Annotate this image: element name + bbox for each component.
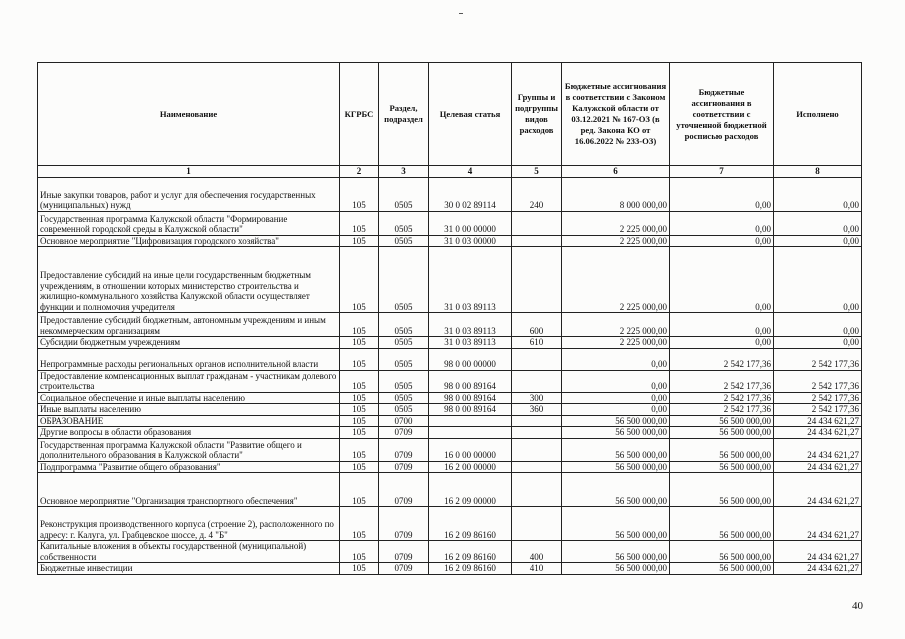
cell-law: 0,00 xyxy=(562,392,670,404)
table-row xyxy=(38,370,862,392)
table-row xyxy=(38,438,862,461)
cell-razdel: 0505 xyxy=(379,177,429,211)
cell-law: 2 225 000,00 xyxy=(562,247,670,313)
cell-statya: 16 2 00 00000 xyxy=(429,461,512,473)
cell-vid xyxy=(512,438,562,461)
column-number: 7 xyxy=(670,166,774,178)
cell-law: 0,00 xyxy=(562,348,670,370)
scan-mark xyxy=(459,13,463,14)
cell-razdel: 0505 xyxy=(379,348,429,370)
table-row xyxy=(38,337,862,349)
header-statya: Целевая статья xyxy=(429,63,512,166)
cell-done: 0,00 xyxy=(774,177,862,211)
table-row xyxy=(38,563,862,575)
cell-done: 0,00 xyxy=(774,313,862,337)
table-row xyxy=(38,404,862,416)
table-row xyxy=(38,473,862,507)
cell-vid xyxy=(512,348,562,370)
cell-kgrbs: 105 xyxy=(340,313,379,337)
cell-vid: 240 xyxy=(512,177,562,211)
cell-razdel: 0505 xyxy=(379,211,429,235)
cell-done: 24 434 621,27 xyxy=(774,427,862,439)
cell-kgrbs: 105 xyxy=(340,348,379,370)
cell-plan: 56 500 000,00 xyxy=(670,427,774,439)
cell-law: 56 500 000,00 xyxy=(562,541,670,563)
cell-statya: 31 0 03 89113 xyxy=(429,313,512,337)
header-done: Исполнено xyxy=(774,63,862,166)
table-row xyxy=(38,392,862,404)
cell-statya: 31 0 03 89113 xyxy=(429,337,512,349)
cell-vid xyxy=(512,415,562,427)
cell-statya: 98 0 00 00000 xyxy=(429,348,512,370)
cell-name: Основное мероприятие "Цифровизация городского хозяйства" xyxy=(38,235,340,247)
cell-razdel: 0709 xyxy=(379,563,429,575)
table-row xyxy=(38,507,862,541)
cell-name: Предоставление субсидий на иные цели государственным бюджетным учреждениям, в отношении которых министерство строительства и жилищно-коммунального хозяйства Калужской области осуществляет функции и полномочия учредителя xyxy=(38,247,340,313)
table-row xyxy=(38,461,862,473)
cell-kgrbs: 105 xyxy=(340,235,379,247)
cell-statya: 98 0 00 89164 xyxy=(429,370,512,392)
table-row xyxy=(38,177,862,211)
table-row xyxy=(38,211,862,235)
cell-kgrbs: 105 xyxy=(340,415,379,427)
cell-name: Капитальные вложения в объекты государственной (муниципальной) собственности xyxy=(38,541,340,563)
cell-statya: 16 2 09 86160 xyxy=(429,507,512,541)
column-number: 5 xyxy=(512,166,562,178)
cell-statya: 98 0 00 89164 xyxy=(429,392,512,404)
cell-name: Государственная программа Калужской области "Формирование современной городской среды в Калужской области" xyxy=(38,211,340,235)
cell-kgrbs: 105 xyxy=(340,392,379,404)
table-row xyxy=(38,247,862,313)
cell-kgrbs: 105 xyxy=(340,541,379,563)
cell-razdel: 0505 xyxy=(379,404,429,416)
cell-razdel: 0709 xyxy=(379,473,429,507)
header-row xyxy=(38,63,862,166)
table-row xyxy=(38,427,862,439)
cell-statya: 16 0 00 00000 xyxy=(429,438,512,461)
column-number: 6 xyxy=(562,166,670,178)
cell-name: Непрограммные расходы региональных органов исполнительной власти xyxy=(38,348,340,370)
cell-razdel: 0505 xyxy=(379,313,429,337)
cell-plan: 2 542 177,36 xyxy=(670,370,774,392)
table-row xyxy=(38,415,862,427)
cell-law: 56 500 000,00 xyxy=(562,563,670,575)
column-number: 8 xyxy=(774,166,862,178)
header-razdel: Раздел, подраздел xyxy=(379,63,429,166)
cell-vid: 360 xyxy=(512,404,562,416)
cell-name: Государственная программа Калужской области "Развитие общего и дополнительного образования в Калужской области" xyxy=(38,438,340,461)
cell-razdel: 0700 xyxy=(379,415,429,427)
cell-razdel: 0709 xyxy=(379,541,429,563)
cell-plan: 0,00 xyxy=(670,177,774,211)
cell-kgrbs: 105 xyxy=(340,473,379,507)
cell-statya: 98 0 00 89164 xyxy=(429,404,512,416)
cell-statya: 16 2 09 00000 xyxy=(429,473,512,507)
cell-vid xyxy=(512,211,562,235)
table-row xyxy=(38,348,862,370)
header-law: Бюджетные ассигнования в соответствии с Законом Калужской области от 03.12.2021 № 167-ОЗ (в ред. Закона КО от 16.06.2022 № 233-ОЗ) xyxy=(562,63,670,166)
cell-plan: 56 500 000,00 xyxy=(670,438,774,461)
cell-plan: 56 500 000,00 xyxy=(670,541,774,563)
cell-vid: 410 xyxy=(512,563,562,575)
cell-plan: 0,00 xyxy=(670,247,774,313)
cell-kgrbs: 105 xyxy=(340,404,379,416)
cell-done: 2 542 177,36 xyxy=(774,348,862,370)
cell-razdel: 0505 xyxy=(379,337,429,349)
column-number-row xyxy=(38,166,862,178)
cell-vid: 610 xyxy=(512,337,562,349)
cell-statya xyxy=(429,427,512,439)
cell-name: Предоставление компенсационных выплат гражданам - участникам долевого строительства xyxy=(38,370,340,392)
cell-statya xyxy=(429,415,512,427)
cell-vid xyxy=(512,235,562,247)
cell-name: Иные выплаты населению xyxy=(38,404,340,416)
cell-razdel: 0709 xyxy=(379,438,429,461)
cell-done: 0,00 xyxy=(774,211,862,235)
cell-name: Другие вопросы в области образования xyxy=(38,427,340,439)
cell-razdel: 0505 xyxy=(379,392,429,404)
cell-vid xyxy=(512,507,562,541)
cell-vid: 400 xyxy=(512,541,562,563)
cell-name: Реконструкция производственного корпуса (строение 2), расположенного по адресу: г. Калуга, ул. Грабцевское шоссе, д. 4 "Б" xyxy=(38,507,340,541)
cell-kgrbs: 105 xyxy=(340,337,379,349)
cell-law: 56 500 000,00 xyxy=(562,507,670,541)
cell-kgrbs: 105 xyxy=(340,563,379,575)
cell-law: 56 500 000,00 xyxy=(562,473,670,507)
cell-vid xyxy=(512,427,562,439)
cell-done: 24 434 621,27 xyxy=(774,507,862,541)
cell-razdel: 0709 xyxy=(379,507,429,541)
cell-done: 2 542 177,36 xyxy=(774,404,862,416)
cell-vid: 600 xyxy=(512,313,562,337)
cell-plan: 2 542 177,36 xyxy=(670,392,774,404)
cell-name: Субсидии бюджетным учреждениям xyxy=(38,337,340,349)
cell-law: 56 500 000,00 xyxy=(562,438,670,461)
table-row xyxy=(38,541,862,563)
cell-name: Основное мероприятие "Организация транспортного обеспечения" xyxy=(38,473,340,507)
cell-statya: 16 2 09 86160 xyxy=(429,541,512,563)
cell-plan: 56 500 000,00 xyxy=(670,507,774,541)
cell-name: Бюджетные инвестиции xyxy=(38,563,340,575)
cell-law: 2 225 000,00 xyxy=(562,313,670,337)
cell-done: 24 434 621,27 xyxy=(774,438,862,461)
cell-law: 56 500 000,00 xyxy=(562,427,670,439)
cell-kgrbs: 105 xyxy=(340,461,379,473)
cell-plan: 2 542 177,36 xyxy=(670,348,774,370)
cell-razdel: 0709 xyxy=(379,427,429,439)
header-vid: Группы и подгруппы видов расходов xyxy=(512,63,562,166)
cell-law: 0,00 xyxy=(562,370,670,392)
cell-done: 0,00 xyxy=(774,337,862,349)
cell-plan: 0,00 xyxy=(670,337,774,349)
cell-done: 24 434 621,27 xyxy=(774,541,862,563)
cell-plan: 0,00 xyxy=(670,235,774,247)
header-kgrbs: КГРБС xyxy=(340,63,379,166)
cell-plan: 0,00 xyxy=(670,211,774,235)
header-name: Наименование xyxy=(38,63,340,166)
cell-done: 24 434 621,27 xyxy=(774,415,862,427)
cell-done: 24 434 621,27 xyxy=(774,473,862,507)
cell-kgrbs: 105 xyxy=(340,370,379,392)
cell-vid xyxy=(512,370,562,392)
cell-plan: 56 500 000,00 xyxy=(670,563,774,575)
cell-razdel: 0505 xyxy=(379,235,429,247)
cell-vid xyxy=(512,247,562,313)
cell-plan: 0,00 xyxy=(670,313,774,337)
cell-razdel: 0505 xyxy=(379,247,429,313)
cell-name: Предоставление субсидий бюджетным, автономным учреждениям и иным некоммерческим организациям xyxy=(38,313,340,337)
cell-name: ОБРАЗОВАНИЕ xyxy=(38,415,340,427)
column-number: 1 xyxy=(38,166,340,178)
cell-vid: 300 xyxy=(512,392,562,404)
cell-kgrbs: 105 xyxy=(340,177,379,211)
cell-statya: 16 2 09 86160 xyxy=(429,563,512,575)
cell-razdel: 0505 xyxy=(379,370,429,392)
cell-law: 8 000 000,00 xyxy=(562,177,670,211)
cell-name: Социальное обеспечение и иные выплаты населению xyxy=(38,392,340,404)
cell-vid xyxy=(512,473,562,507)
cell-kgrbs: 105 xyxy=(340,438,379,461)
cell-razdel: 0709 xyxy=(379,461,429,473)
cell-plan: 56 500 000,00 xyxy=(670,473,774,507)
cell-kgrbs: 105 xyxy=(340,427,379,439)
cell-law: 56 500 000,00 xyxy=(562,415,670,427)
cell-law: 2 225 000,00 xyxy=(562,337,670,349)
cell-done: 2 542 177,36 xyxy=(774,392,862,404)
cell-statya: 31 0 03 00000 xyxy=(429,235,512,247)
cell-kgrbs: 105 xyxy=(340,247,379,313)
column-number: 4 xyxy=(429,166,512,178)
column-number: 3 xyxy=(379,166,429,178)
cell-law: 0,00 xyxy=(562,404,670,416)
cell-plan: 56 500 000,00 xyxy=(670,415,774,427)
column-number: 2 xyxy=(340,166,379,178)
cell-law: 56 500 000,00 xyxy=(562,461,670,473)
cell-done: 0,00 xyxy=(774,235,862,247)
cell-plan: 56 500 000,00 xyxy=(670,461,774,473)
cell-done: 24 434 621,27 xyxy=(774,461,862,473)
header-plan: Бюджетные ассигнования в соответствии с уточненной бюджетной росписью расходов xyxy=(670,63,774,166)
page-number: 40 xyxy=(852,600,863,612)
cell-name: Иные закупки товаров, работ и услуг для обеспечения государственных (муниципальных) нужд xyxy=(38,177,340,211)
table-row xyxy=(38,313,862,337)
cell-plan: 2 542 177,36 xyxy=(670,404,774,416)
cell-kgrbs: 105 xyxy=(340,507,379,541)
cell-done: 24 434 621,27 xyxy=(774,563,862,575)
table-row xyxy=(38,235,862,247)
cell-vid xyxy=(512,461,562,473)
cell-done: 0,00 xyxy=(774,247,862,313)
cell-statya: 31 0 00 00000 xyxy=(429,211,512,235)
cell-name: Подпрограмма "Развитие общего образования" xyxy=(38,461,340,473)
cell-law: 2 225 000,00 xyxy=(562,211,670,235)
budget-table xyxy=(37,62,862,575)
cell-statya: 31 0 03 89113 xyxy=(429,247,512,313)
cell-done: 2 542 177,36 xyxy=(774,370,862,392)
cell-statya: 30 0 02 89114 xyxy=(429,177,512,211)
cell-kgrbs: 105 xyxy=(340,211,379,235)
cell-law: 2 225 000,00 xyxy=(562,235,670,247)
